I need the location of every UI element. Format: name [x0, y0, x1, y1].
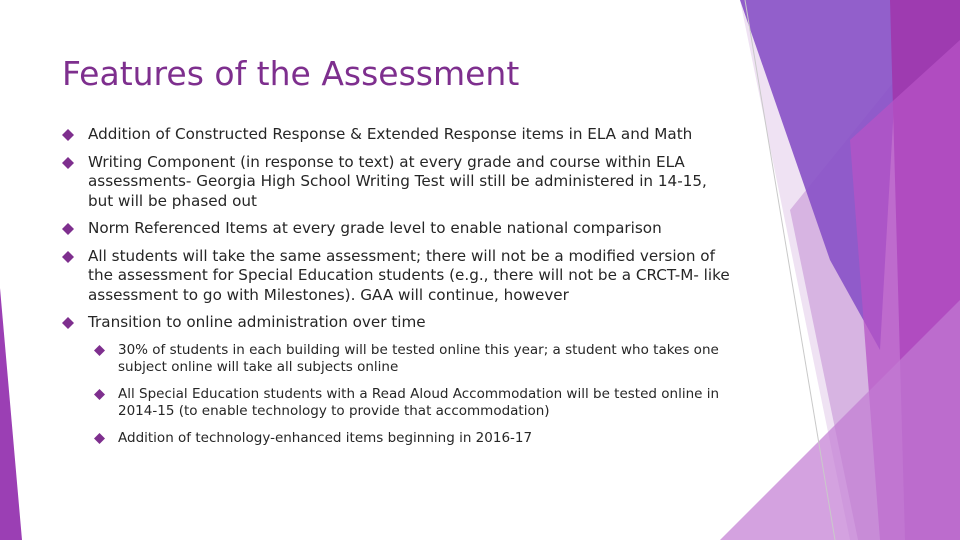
bullet-item: [62, 125, 732, 145]
diamond-bullet-icon: [62, 129, 74, 141]
bullet-text: Addition of Constructed Response & Extended Response items in ELA and Math: [88, 125, 693, 143]
left-accent-triangle: [0, 288, 22, 540]
bullet-text: Transition to online administration over time: [88, 313, 426, 331]
sub-bullet-text: 30% of students in each building will be tested online this year; a student who takes one subject online will take all subjects online: [118, 341, 719, 375]
slide-title: Features of the Assessment: [62, 54, 520, 93]
sub-bullet-text: Addition of technology-enhanced items beginning in 2016-17: [118, 429, 533, 446]
bullet-item: [62, 247, 732, 306]
sub-bullet-text: All Special Education students with a Read Aloud Accommodation will be tested online in 2014-15 (to enable technology to provide that accommodation): [118, 385, 720, 419]
bullet-item: [62, 219, 732, 239]
diamond-bullet-icon: [94, 433, 105, 444]
diamond-bullet-icon: [62, 223, 74, 235]
diamond-bullet-icon: [94, 389, 105, 400]
bullet-item: [62, 153, 732, 212]
bullet-text: All students will take the same assessment; there will not be a modified version of the assessment for Special Education students (e.g., there will not be a CRCT-M- like assessment to go with Milestones). GAA will continue, however: [88, 246, 730, 304]
sub-bullet-item: [94, 386, 732, 420]
bullet-text: Writing Component (in response to text) at every grade and course within ELA assessments- Georgia High School Writing Test will still be administered in 14-15, but will be phased out: [88, 152, 707, 210]
diamond-bullet-icon: [62, 157, 74, 169]
bullet-list: [62, 125, 732, 447]
bullet-text: Norm Referenced Items at every grade level to enable national comparison: [88, 219, 662, 237]
sub-bullet-item: [94, 342, 732, 376]
sub-bullet-item: [94, 430, 732, 447]
diamond-bullet-icon: [62, 317, 74, 329]
diamond-bullet-icon: [94, 345, 105, 356]
bullet-item: [62, 313, 732, 333]
diamond-bullet-icon: [62, 251, 74, 263]
